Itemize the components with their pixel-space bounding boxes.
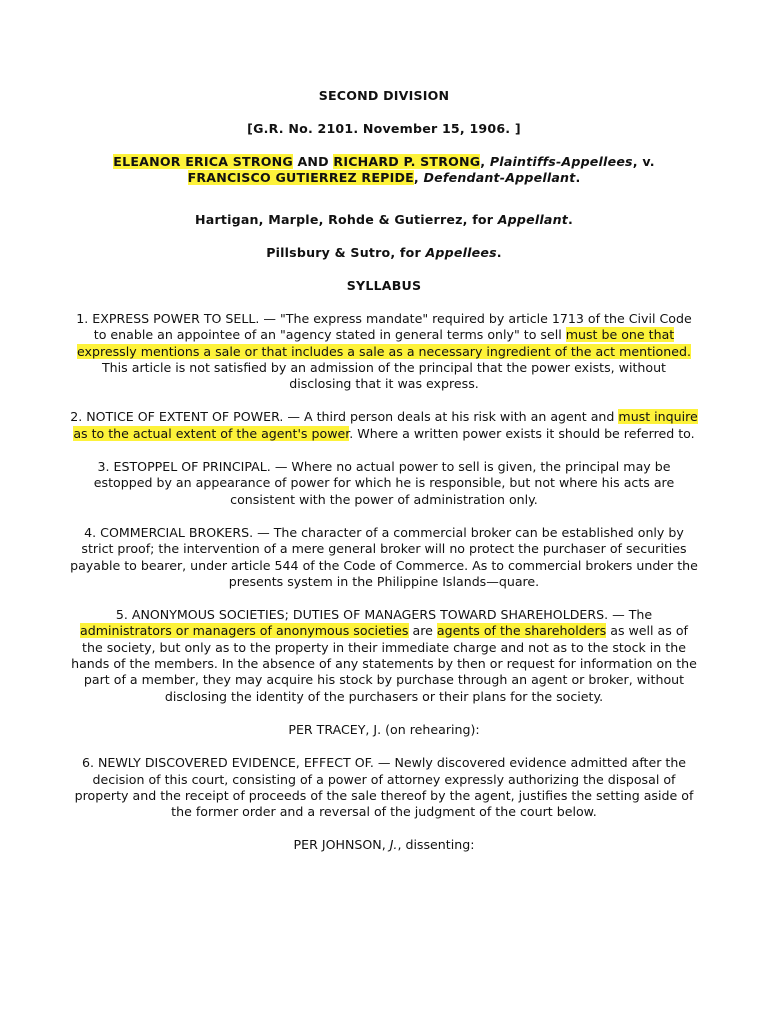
syllabus-item-5-highlight-1: administrators or managers of anonymous societies [80, 623, 409, 639]
syllabus-item-2-text-a: 2. NOTICE OF EXTENT OF POWER. — A third person deals at his risk with an agent and [70, 409, 619, 425]
title-period: . [575, 170, 581, 185]
counsel-appellees-name: Pillsbury & Sutro, for [266, 245, 426, 260]
per-tracey-heading [70, 722, 698, 738]
party-and: AND [292, 154, 334, 169]
counsel-appellees-end: . [496, 245, 502, 260]
syllabus-item-1-highlight: must be one that expressly mentions a sale or that includes a sale as a necessary ingredient of the act mentioned. [77, 327, 691, 359]
syllabus-item-2 [70, 409, 698, 442]
per-johnson-j: J. [389, 837, 398, 853]
counsel-appellees [70, 245, 698, 261]
syllabus-item-2-text-b: . Where a written power exists it should be referred to. [349, 425, 695, 441]
per-johnson-text-a: PER JOHNSON, [293, 837, 390, 853]
party-richard-strong: RICHARD P. STRONG [333, 154, 481, 169]
syllabus-item-6-text: 6. NEWLY DISCOVERED EVIDENCE, EFFECT OF. — Newly discovered evidence admitted after the decision of this court, consisting of a power of attorney expressly authorizing the disposal of property and the receipt of proceeds of the sale thereof by the agent, justifies the setting aside of the former order and a reversal of the judgment of the court below. [74, 755, 694, 820]
syllabus-item-5-text-b: as well as of the society, but only as to the property in their immediate charge and not as to the stock in the hands of the members. In the absence of any statements by then or request for information on the part of a member, they may acquire his stock by purchase through an agent or broker, without disclosing the identity of the purchasers or their plans for the society. [71, 623, 697, 704]
syllabus-item-5-highlight-2: agents of the shareholders [436, 623, 607, 639]
counsel-appellant-end: . [567, 212, 573, 227]
counsel-appellant-role: Appellant [497, 212, 568, 227]
case-number-text: [G.R. No. 2101. November 15, 1906. ] [247, 121, 521, 136]
syllabus-item-1 [70, 311, 698, 392]
per-tracey-text: PER TRACEY, J. (on rehearing): [288, 721, 480, 737]
syllabus-item-5 [70, 607, 698, 705]
syllabus-item-5-text-a: 5. ANONYMOUS SOCIETIES; DUTIES OF MANAGERS TOWARD SHAREHOLDERS. — The [115, 607, 653, 623]
versus: , v. [632, 154, 655, 169]
syllabus-heading [70, 278, 698, 294]
case-title [70, 154, 698, 186]
party-eleanor-strong: ELEANOR ERICA STRONG [113, 154, 293, 169]
plaintiffs-role: Plaintiffs-Appellees [489, 154, 633, 169]
syllabus-item-1-text-a: 1. EXPRESS POWER TO SELL. — "The express mandate" required by article 1713 of the Civil Code to enable an appointee of an "agency stated in general terms only" to sell [76, 311, 692, 343]
per-johnson-text-b: , dissenting: [397, 837, 475, 853]
syllabus-item-4-text: 4. COMMERCIAL BROKERS. — The character of a commercial broker can be established only by strict proof; the intervention of a mere general broker will no protect the purchaser of securities payable to bearer, under article 544 of the Code of Commerce. As to commercial brokers under the presents system in the Philippine Islands—quare. [70, 524, 698, 589]
syllabus-item-4 [70, 525, 698, 590]
division-text: SECOND DIVISION [318, 88, 450, 103]
case-number [70, 121, 698, 137]
counsel-appellant [70, 212, 698, 228]
party-comma-2: , [413, 170, 424, 185]
syllabus-item-3-text: 3. ESTOPPEL OF PRINCIPAL. — Where no actual power to sell is given, the principal may be estopped by an appearance of power for which he is responsible, but not where his acts are consistent with the power of administration only. [93, 459, 675, 507]
syllabus-item-2-highlight: must inquire as to the actual extent of the agent's power [73, 409, 698, 441]
syllabus-item-1-text-b: This article is not satisfied by an admission of the principal that the power exists, without disclosing that it was express. [101, 359, 666, 392]
syllabus-heading-text: SYLLABUS [346, 278, 422, 293]
syllabus-item-5-text-mid: are [408, 623, 437, 639]
party-comma: , [480, 154, 490, 169]
party-francisco-repide: FRANCISCO GUTIERREZ REPIDE [187, 170, 414, 185]
per-johnson-heading [70, 837, 698, 853]
division-heading [70, 88, 698, 104]
counsel-appellees-role: Appellees [425, 245, 497, 260]
defendant-role: Defendant-Appellant [423, 170, 576, 185]
counsel-appellant-name: Hartigan, Marple, Rohde & Gutierrez, for [195, 212, 498, 227]
syllabus-item-3 [70, 459, 698, 508]
syllabus-item-6 [70, 755, 698, 820]
